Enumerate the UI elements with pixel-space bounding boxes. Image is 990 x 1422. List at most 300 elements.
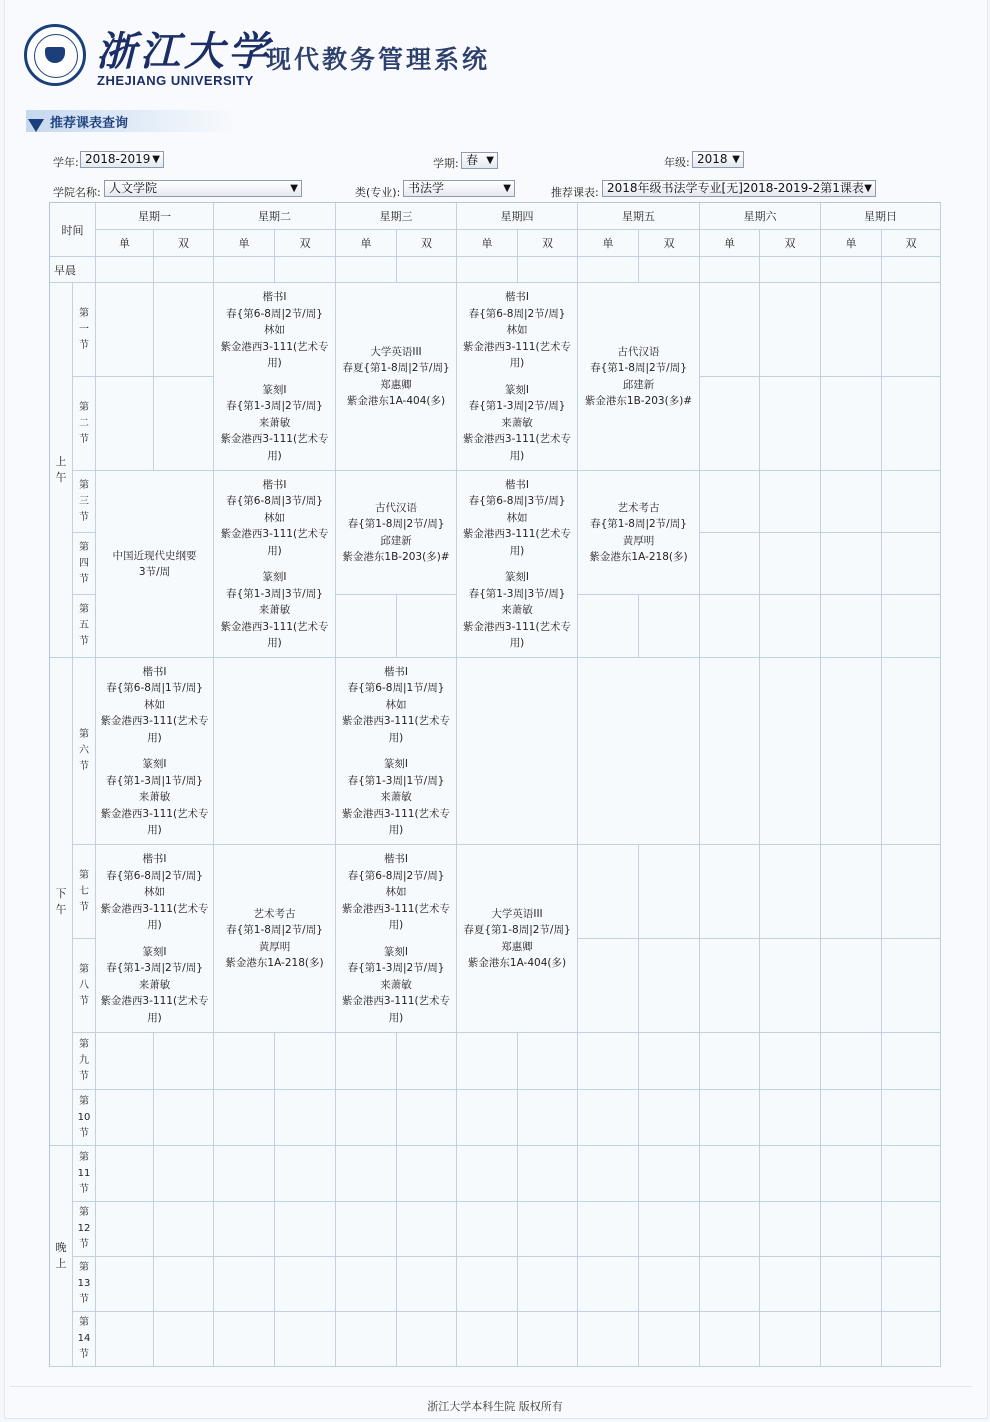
course-schedule: 春夏{第1-8周|2节/周} [342,362,450,374]
course-name: 楷书I [142,853,167,865]
empty-slot [154,1090,214,1146]
course-cell[interactable] [96,845,214,1033]
empty-slot [700,939,760,1033]
course-teacher: 来萧敏 [138,791,171,803]
course-teacher: 林如 [264,511,285,524]
course-schedule: 春{第1-3周|3节/周} [226,587,323,600]
course-schedule: 春{第1-3周|2节/周} [347,962,445,974]
course-name: 楷书I [142,665,167,678]
footer-divider [10,1386,972,1387]
empty-slot [96,1257,154,1312]
empty-slot [821,1146,882,1202]
empty-slot [882,1202,941,1257]
year-select-value: 2018-2019 [85,152,151,166]
section-title: 推荐课表查询 [50,116,129,131]
empty-slot [275,1090,336,1146]
course-teacher: 黄厚明 [258,940,291,953]
empty-slot [760,1312,821,1367]
empty-slot [578,595,639,658]
course-name: 楷书I [504,478,530,491]
course-location: 紫金港东1A-218(多) [589,551,688,563]
empty-slot [518,1202,578,1257]
empty-slot [96,1312,154,1367]
even-week-header: 双 [518,230,578,257]
course-location: 紫金港西3-111(艺术专用) [220,340,329,369]
timetable-select-value: 2018年级书法学专业[无]2018-2019-2第1课表 [607,181,864,195]
course-teacher: 黄厚明 [622,534,655,547]
course-schedule: 春{第1-3周|2节/周} [468,400,566,412]
course-location: 紫金港西3-111(艺术专用) [220,528,329,557]
course-schedule: 春{第6-8周|2节/周} [468,307,566,320]
day-header-fri: 星期五 [578,203,700,230]
early-morning-label: 早晨 [50,257,96,283]
course-teacher: 来萧敏 [501,416,533,429]
day-header-sun: 星期日 [821,203,941,230]
period-label: 第 九 节 [73,1033,96,1090]
empty-slot [639,1202,700,1257]
course-schedule: 春{第6-8周|2节/周} [347,869,445,882]
course-schedule: 春{第1-8周|2节/周} [590,518,687,530]
course-name: 中国近现代史纲要 [112,549,197,562]
course-name: 古代汉语 [617,345,660,358]
course-teacher: 林如 [385,886,407,898]
empty-slot [700,658,760,845]
college-label: 学院名称: [53,186,101,199]
course-schedule: 春{第1-3周|1节/周} [347,774,445,787]
empty-slot [821,845,882,939]
odd-week-header: 单 [578,230,639,257]
course-location: 紫金港东1A-404(多) [346,395,446,407]
empty-slot [275,1312,336,1367]
empty-slot [821,1090,882,1146]
empty-slot [154,1202,214,1257]
period-label: 第 二 节 [73,377,96,471]
course-cell[interactable] [457,845,578,1033]
course-name: 古代汉语 [375,501,417,514]
day-header-thu: 星期四 [457,203,578,230]
course-teacher: 郑惠卿 [380,378,412,391]
course-teacher: 邱建新 [622,378,655,391]
course-location: 紫金港西3-111(艺术专用) [462,528,572,557]
course-cell[interactable] [457,471,578,658]
empty-slot [397,1090,457,1146]
course-cell[interactable] [578,283,700,471]
course-name: 篆刻I [383,758,409,770]
period-label: 第 六 节 [73,658,96,845]
empty-slot [154,1033,214,1090]
empty-slot [821,658,882,845]
empty-slot [821,257,882,283]
timetable-select[interactable] [602,180,876,197]
empty-slot [882,1033,941,1090]
dropdown-arrow-icon: ▼ [152,154,160,165]
section-heading [26,110,236,132]
course-name: 篆刻I [142,945,167,958]
empty-slot [700,283,760,377]
course-location: 紫金港西3-111(艺术专用) [100,807,209,836]
term-label: 学期: [433,157,459,170]
empty-slot [457,1312,518,1367]
empty-slot [336,1033,397,1090]
course-name: 篆刻I [262,383,287,396]
empty-slot [700,471,760,533]
course-teacher: 林如 [506,511,528,524]
course-location: 紫金港西3-111(艺术专用) [341,902,451,931]
course-name: 大学英语III [370,345,422,358]
course-schedule: 春{第6-8周|3节/周} [226,495,323,507]
course-schedule: 春{第1-3周|1节/周} [106,774,203,787]
empty-slot [336,1312,397,1367]
year-select[interactable] [80,151,164,168]
empty-slot [821,939,882,1033]
header [24,18,544,96]
empty-slot [700,845,760,939]
course-location: 紫金港东1A-218(多) [225,957,324,969]
even-week-header: 双 [397,230,457,257]
course-name: 篆刻I [142,758,167,770]
course-teacher: 邱建新 [380,534,412,547]
day-header-tue: 星期二 [214,203,336,230]
empty-slot [760,658,821,845]
empty-slot [760,257,821,283]
session-label: 晚 上 [50,1146,73,1367]
period-label: 第 13 节 [73,1257,96,1312]
empty-slot [154,1312,214,1367]
university-seal-logo [24,24,86,86]
course-teacher: 来萧敏 [138,978,171,991]
empty-slot [578,1033,639,1090]
course-teacher: 来萧敏 [258,416,291,429]
course-name: 楷书I [262,478,287,491]
empty-slot [760,377,821,471]
empty-slot [700,1146,760,1202]
empty-slot [700,1257,760,1312]
course-schedule: 春{第6-8周|1节/周} [347,682,445,694]
empty-slot [397,1312,457,1367]
empty-slot [578,939,639,1033]
empty-slot [275,1033,336,1090]
triangle-down-icon [28,119,44,132]
empty-slot [821,471,882,533]
course-schedule: 春{第1-3周|2节/周} [226,400,323,412]
course-name: 篆刻I [383,945,409,958]
empty-slot [397,1257,457,1312]
empty-slot [882,257,941,283]
empty-slot [760,533,821,595]
session-label: 下 午 [50,658,73,1146]
empty-slot [96,377,154,471]
course-location: 紫金港西3-111(艺术专用) [462,433,572,462]
empty-slot [821,377,882,471]
course-name: 篆刻I [262,571,287,583]
empty-slot [154,1146,214,1202]
course-teacher: 林如 [144,698,165,711]
term-select-value: 春 [466,153,479,167]
period-label: 第 五 节 [73,595,96,658]
empty-slot [882,595,941,658]
course-teacher: 林如 [385,698,407,711]
course-location: 紫金港西3-111(艺术专用) [341,715,451,744]
session-label: 上 午 [50,283,73,658]
empty-slot [336,1257,397,1312]
empty-slot [397,257,457,283]
odd-week-header: 单 [96,230,154,257]
empty-slot [578,257,639,283]
empty-slot [882,471,941,533]
empty-slot [457,257,518,283]
course-teacher: 来萧敏 [380,978,412,991]
empty-slot [760,1257,821,1312]
course-schedule: 3节/周 [138,566,171,578]
course-cell[interactable] [336,283,457,471]
course-teacher: 林如 [506,324,528,336]
course-name: 艺术考古 [617,501,660,514]
university-name-en: ZHEJIANG UNIVERSITY [97,73,254,88]
dropdown-arrow-icon: ▼ [290,183,298,194]
empty-slot [760,1090,821,1146]
empty-slot [760,939,821,1033]
course-name: 大学英语III [491,907,543,920]
course-name: 楷书I [383,665,409,678]
empty-slot [578,1146,639,1202]
empty-slot [821,533,882,595]
empty-slot [578,1090,639,1146]
footer-copyright: 浙江大学本科生院 版权所有 [427,1400,563,1413]
course-location: 紫金港西3-111(艺术专用) [341,807,451,836]
course-schedule: 春{第1-8周|2节/周} [226,924,323,936]
course-schedule: 春{第1-8周|2节/周} [347,518,445,530]
empty-slot [882,1090,941,1146]
dropdown-arrow-icon: ▼ [864,183,872,194]
empty-slot [397,595,457,658]
course-teacher: 林如 [144,886,165,898]
empty-slot [96,1146,154,1202]
college-select[interactable] [104,180,302,197]
empty-slot [639,1090,700,1146]
empty-slot [821,1257,882,1312]
empty-slot [639,845,700,939]
empty-slot [882,533,941,595]
major-label: 类(专业): [355,186,401,199]
empty-slot [214,1202,275,1257]
empty-slot [882,1146,941,1202]
empty-slot [518,257,578,283]
course-cell[interactable] [457,283,578,471]
empty-slot [760,471,821,533]
period-label: 第 八 节 [73,939,96,1033]
period-label: 第 10 节 [73,1090,96,1146]
day-header-mon: 星期一 [96,203,214,230]
even-week-header: 双 [882,230,941,257]
period-label: 第 三 节 [73,471,96,533]
period-label: 第 四 节 [73,533,96,595]
period-label: 第 14 节 [73,1312,96,1367]
course-location: 紫金港西3-111(艺术专用) [462,620,572,649]
odd-week-header: 单 [821,230,882,257]
empty-slot [154,377,214,471]
empty-slot [214,1090,275,1146]
major-select[interactable] [403,180,515,197]
empty-slot [336,257,397,283]
time-header: 时间 [50,203,96,257]
empty-slot [214,1033,275,1090]
empty-slot [96,1202,154,1257]
empty-slot [578,658,700,845]
empty-slot [275,1202,336,1257]
empty-slot [214,1146,275,1202]
even-week-header: 双 [275,230,336,257]
course-name: 艺术考古 [253,907,296,920]
empty-slot [760,1146,821,1202]
course-schedule: 春夏{第1-8周|2节/周} [463,924,571,936]
empty-slot [518,1312,578,1367]
empty-slot [760,1202,821,1257]
course-schedule: 春{第6-8周|1节/周} [106,682,203,694]
empty-slot [882,377,941,471]
empty-slot [457,1033,518,1090]
course-location: 紫金港西3-111(艺术专用) [100,715,209,744]
odd-week-header: 单 [700,230,760,257]
odd-week-header: 单 [336,230,397,257]
course-location: 紫金港西3-111(艺术专用) [100,995,209,1024]
course-cell[interactable] [214,283,336,471]
course-teacher: 来萧敏 [501,604,533,616]
empty-slot [882,939,941,1033]
empty-slot [578,1312,639,1367]
course-cell[interactable] [96,658,214,845]
empty-slot [96,1090,154,1146]
empty-slot [639,595,700,658]
grade-select-value: 2018 [697,152,728,166]
empty-slot [821,283,882,377]
empty-slot [700,1090,760,1146]
empty-slot [275,1257,336,1312]
even-week-header: 双 [154,230,214,257]
dropdown-arrow-icon: ▼ [503,183,511,194]
course-cell[interactable] [336,845,457,1033]
empty-slot [336,595,397,658]
course-schedule: 春{第6-8周|3节/周} [468,495,566,507]
course-location: 紫金港西3-111(艺术专用) [220,433,329,462]
course-cell[interactable] [214,471,336,658]
empty-slot [154,283,214,377]
course-cell[interactable] [336,471,457,595]
empty-slot [457,1202,518,1257]
empty-slot [639,1312,700,1367]
empty-slot [821,1033,882,1090]
course-teacher: 林如 [264,324,285,336]
empty-slot [275,257,336,283]
empty-slot [760,595,821,658]
grade-label: 年级: [664,156,690,169]
empty-slot [214,1312,275,1367]
empty-slot [760,845,821,939]
empty-slot [760,1033,821,1090]
day-header-wed: 星期三 [336,203,457,230]
empty-slot [700,1312,760,1367]
empty-slot [700,257,760,283]
period-label: 第 一 节 [73,283,96,377]
empty-slot [760,283,821,377]
empty-slot [336,1090,397,1146]
timetable-label: 推荐课表: [551,186,599,199]
course-teacher: 来萧敏 [380,791,412,803]
course-teacher: 郑惠卿 [501,940,533,953]
empty-slot [639,257,700,283]
empty-slot [518,1090,578,1146]
empty-slot [700,1202,760,1257]
empty-slot [214,1257,275,1312]
empty-slot [457,658,578,845]
empty-slot [882,658,941,845]
course-cell[interactable] [96,471,214,658]
course-name: 篆刻I [504,571,530,583]
even-week-header: 双 [760,230,821,257]
course-name: 篆刻I [504,383,530,396]
university-name-calligraphy: 浙江大学 [96,28,272,75]
empty-slot [397,1146,457,1202]
course-name: 楷书I [383,853,409,865]
empty-slot [821,595,882,658]
course-cell[interactable] [578,471,700,595]
course-cell[interactable] [214,845,336,1033]
course-cell[interactable] [336,658,457,845]
empty-slot [96,257,154,283]
empty-slot [700,533,760,595]
dropdown-arrow-icon: ▼ [732,154,740,165]
empty-slot [96,1033,154,1090]
empty-slot [518,1257,578,1312]
empty-slot [882,845,941,939]
empty-slot [700,377,760,471]
empty-slot [821,1202,882,1257]
period-label: 第 11 节 [73,1146,96,1202]
course-schedule: 春{第1-8周|2节/周} [590,362,687,374]
empty-slot [336,1146,397,1202]
course-schedule: 春{第6-8周|2节/周} [106,869,203,882]
course-schedule: 春{第6-8周|2节/周} [226,307,323,320]
empty-slot [821,1312,882,1367]
empty-slot [457,1146,518,1202]
course-location: 紫金港东1A-404(多) [467,957,567,969]
empty-slot [639,1033,700,1090]
term-select[interactable] [461,152,498,169]
course-location: 紫金港西3-111(艺术专用) [100,902,209,931]
grade-select[interactable] [692,151,744,168]
empty-slot [275,1146,336,1202]
timetable-grid [49,202,941,1367]
empty-slot [214,257,275,283]
empty-slot [518,1146,578,1202]
odd-week-header: 单 [457,230,518,257]
even-week-header: 双 [639,230,700,257]
course-name: 楷书I [262,291,287,303]
period-label: 第 12 节 [73,1202,96,1257]
course-location: 紫金港西3-111(艺术专用) [462,340,572,369]
empty-slot [336,1202,397,1257]
empty-slot [578,845,639,939]
year-label: 学年: [53,156,79,169]
empty-slot [882,1257,941,1312]
course-name: 楷书I [504,291,530,303]
day-header-sat: 星期六 [700,203,821,230]
period-label: 第 七 节 [73,845,96,939]
empty-slot [214,658,336,845]
empty-slot [639,939,700,1033]
empty-slot [154,257,214,283]
empty-slot [578,1202,639,1257]
course-location: 紫金港东1B-203(多)# [342,551,450,563]
